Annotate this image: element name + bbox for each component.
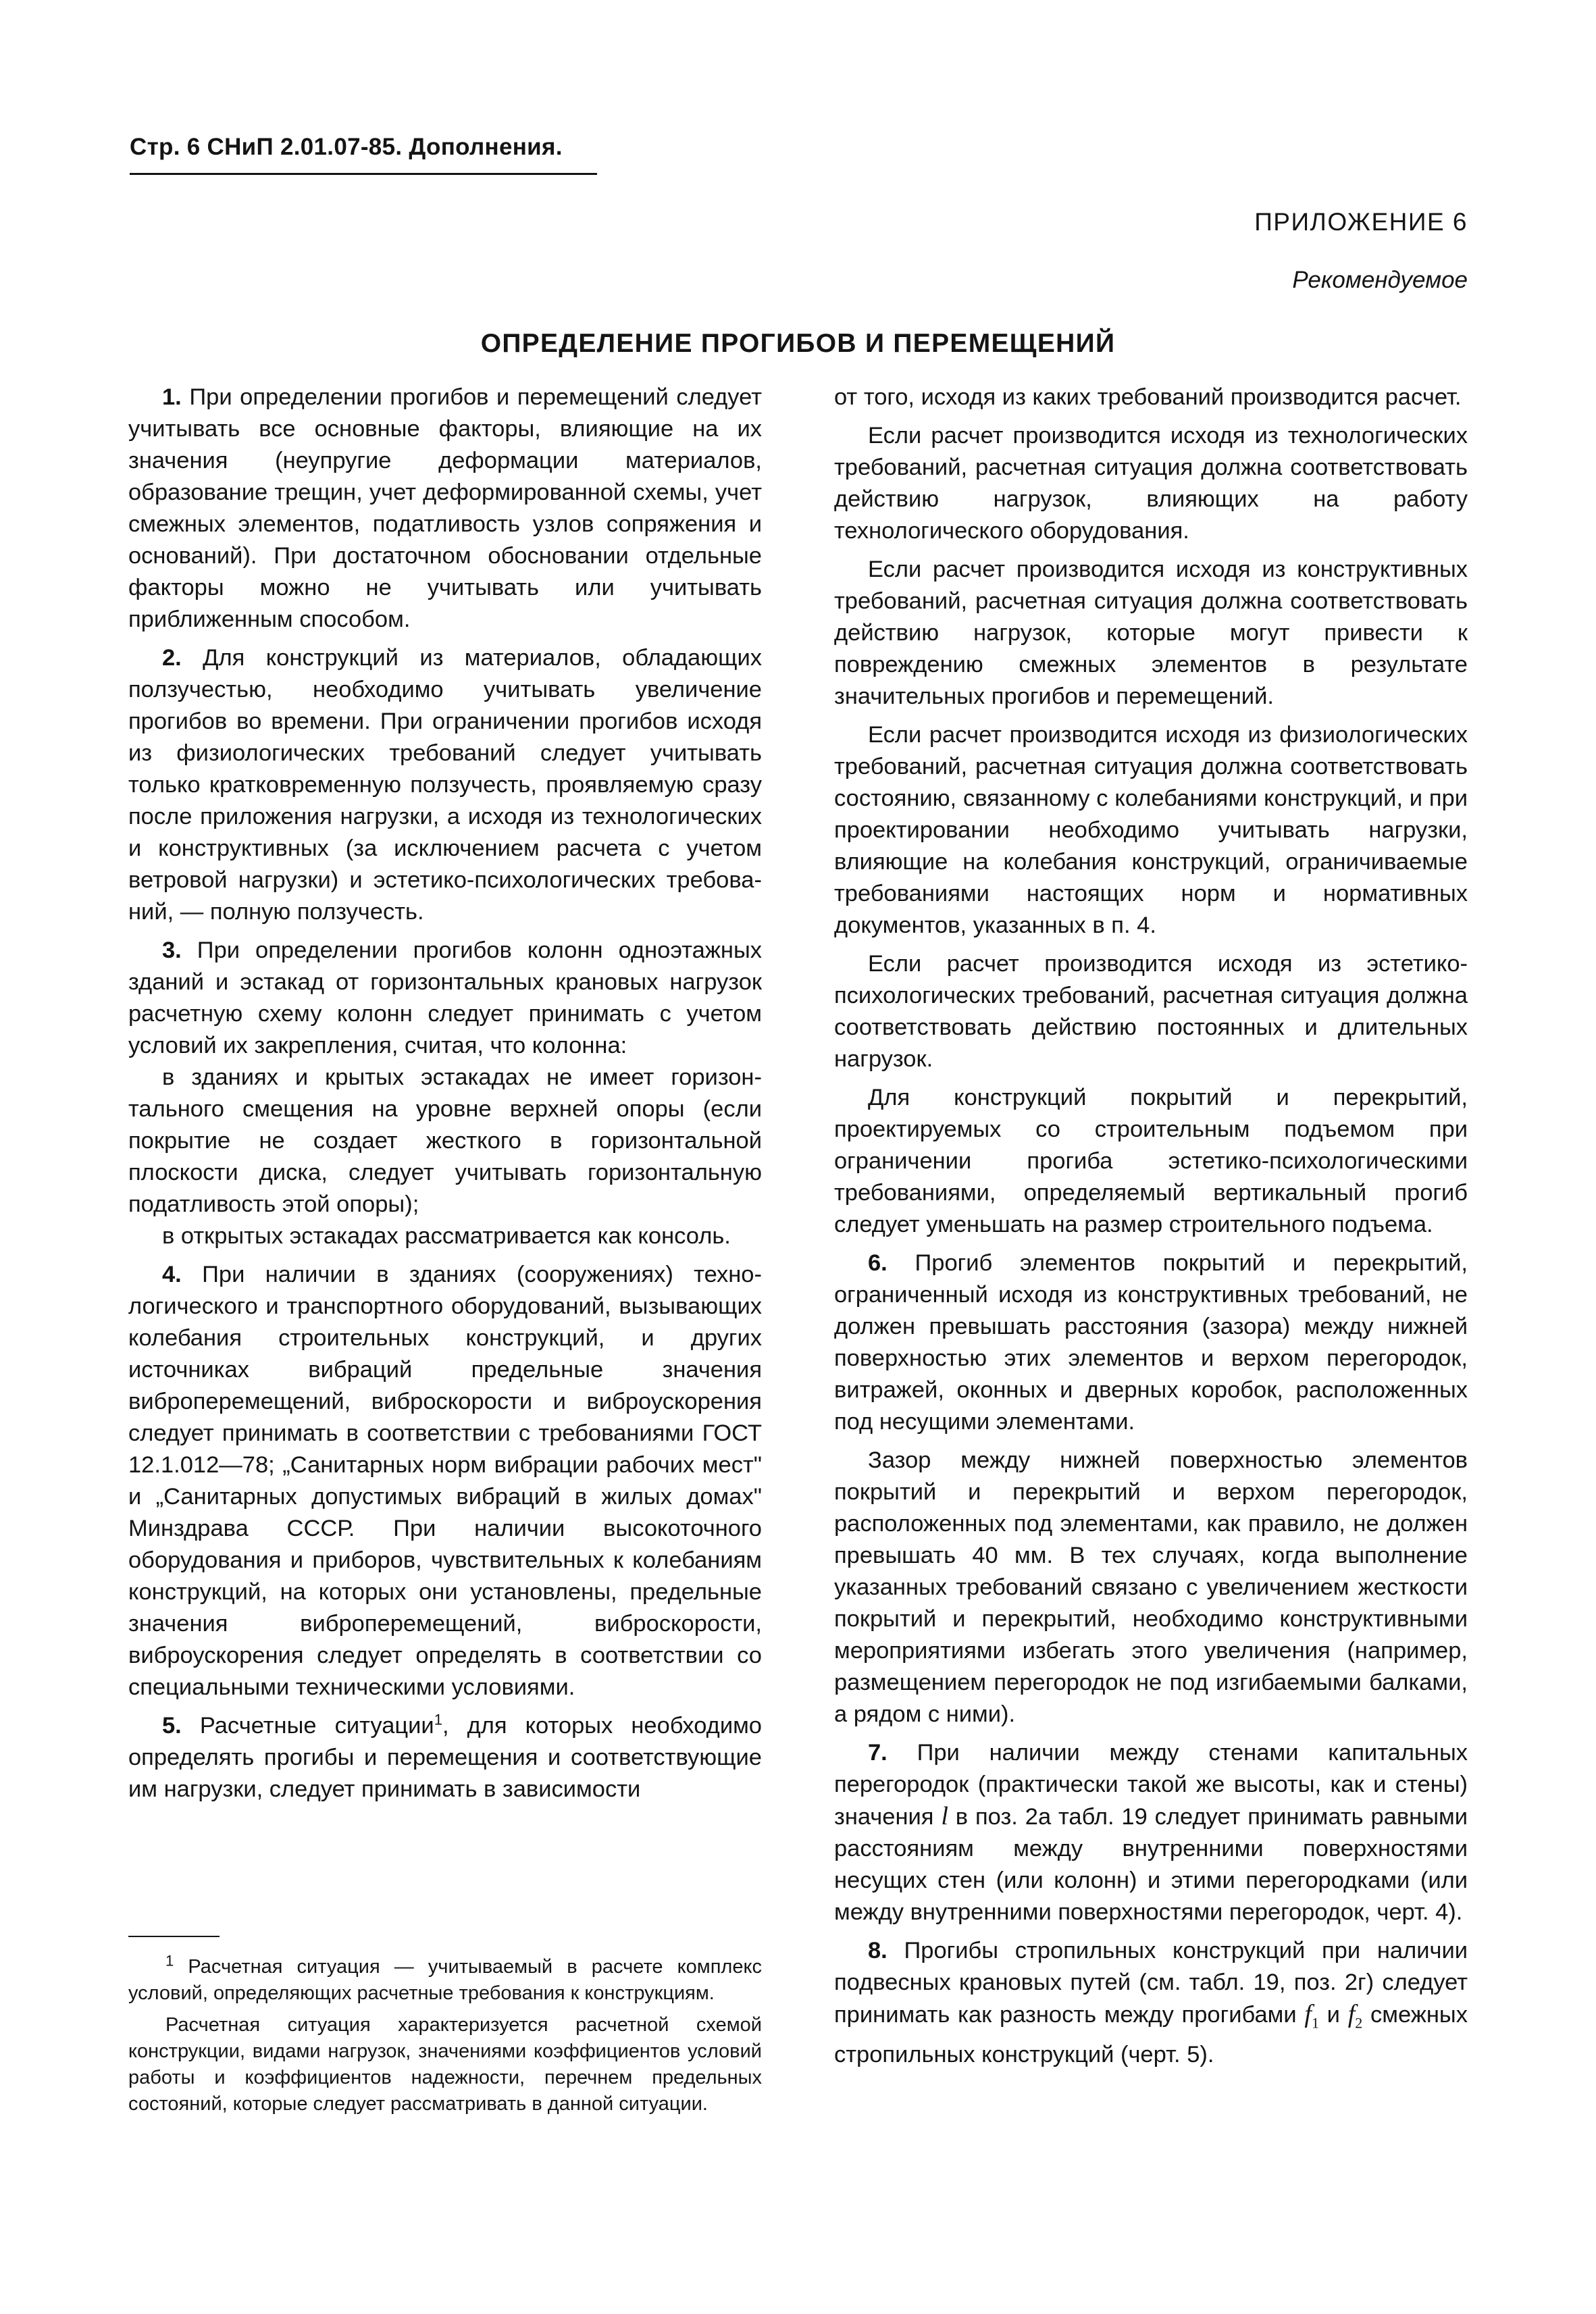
paragraph-number: 8. xyxy=(868,1938,887,1963)
paragraph-text: смежных стропильных конструкций (черт. 5). xyxy=(834,2002,1468,2067)
paragraph-number: 5. xyxy=(162,1713,182,1739)
footnote-marker: 1 xyxy=(434,1711,442,1728)
paragraph-number: 1. xyxy=(162,384,182,410)
paragraph-3 xyxy=(128,935,762,1062)
paragraph-number: 7. xyxy=(868,1740,887,1766)
paragraph-3-case-b: в открытых эстакадах рассматривается как консоль. xyxy=(162,1223,731,1249)
recommendation-status: Рекомендуемое xyxy=(1292,267,1468,293)
left-column xyxy=(128,382,762,1812)
paragraph-number: 6. xyxy=(868,1250,887,1276)
physiological-requirements: Если расчет производится исходя из физиологических требований, расчетная ситуация должна соответствовать состоянию, связанному с колебаниями конструкций, и при проектировании необходимо учитывать нагрузки, влияющие на колебания конструкций, ограничиваемые требованиями настоящих норм и нормативных документов, указанных в п. 4. xyxy=(834,722,1468,938)
structural-requirements: Если расчет производится исходя из конструктивных требований, расчетная ситуация должна соответствовать действию нагрузок, которые могут привести к повреждению смежных элементов в результате значительных прогибов и перемещений. xyxy=(834,557,1468,709)
paragraph-text: Расчетные ситуации xyxy=(181,1713,434,1739)
paragraph-7 xyxy=(834,1737,1468,1928)
paragraph-text: Прогиб элементов покрытий и перекрытий, ограниченный исходя из конструктивных требований, не должен превышать расстояния (зазора) между нижней поверхностью этих элементов и верхом перегородок, витражей, оконных и дверных коробок, расположенных под несущими элементами. xyxy=(834,1250,1468,1435)
running-header: Стр. 6 СНиП 2.01.07-85. Дополнения. xyxy=(130,134,563,160)
gap-requirement: Зазор между нижней поверхностью элементов покрытий и перекрытий и верхом перегородок, расположенных под элементами, как правило, не должен превышать 40 мм. В тех случаях, когда выполнение указанных требований связано с увеличением жесткости покрытий и перекрытий, необходимо конструктивными мероприятиями избегать этого увеличения (например, размещением перегородок не под изгибаемыми балками, а рядом с ними). xyxy=(834,1447,1468,1727)
aesthetic-requirements: Если расчет производится исходя из эстетико-психологических требований, расчетная ситуация должна соответствовать действию постоянных и длительных нагрузок. xyxy=(834,951,1468,1072)
paragraph-text: и xyxy=(1318,2002,1348,2028)
paragraph-3-case-a: в зданиях и крытых эстакадах не имеет горизонтального смещения на уровне верхней опоры (если покрытие не создает жесткого в горизонтальной плоскости диска, следует учитывать горизонтальную податливость этой опоры); xyxy=(128,1064,762,1217)
paragraph-2 xyxy=(128,642,762,928)
deflection-f1: $f_1$ xyxy=(1304,2000,1319,2032)
header-rule xyxy=(130,173,597,175)
appendix-label: ПРИЛОЖЕНИЕ 6 xyxy=(1254,208,1468,236)
camber-note: Для конструкций покрытий и перекрытий, проектируемых со строительным подъемом при ограничении прогиба эстетико-психологическими требованиями, определяемый вертикальный прогиб следует уменьшать на размер строительного подъема. xyxy=(834,1085,1468,1237)
paragraph-number: 4. xyxy=(162,1262,182,1287)
technological-requirements: Если расчет производится исходя из технологических требований, расчетная ситуация должна соответствовать действию нагрузок, влияющих на работу технологического оборудования. xyxy=(834,423,1468,544)
footnotes xyxy=(128,1954,762,2123)
footnote-rule xyxy=(128,1936,220,1937)
right-column xyxy=(834,382,1468,2078)
footnote-marker: 1 xyxy=(165,1952,174,1970)
paragraph-text: в поз. 2а табл. 19 следует принимать равными расстояниям между внутренними поверхностями несущих стен (или колонн) и этими перегородками (или между внутренними поверхностями перегородок, черт. 4). xyxy=(834,1804,1468,1925)
paragraph-1 xyxy=(128,382,762,636)
paragraph-text: Прогибы стропильных конструкций при наличии подвесных крановых путей (см. табл. 19, поз. 2г) следует принимать как разность между прогибами xyxy=(834,1938,1468,2028)
paragraph-text: Для конструкций из материалов, обладающих ползучестью, необходимо учитывать увеличение прогибов во времени. При ограничении прогибов исходя из физиологических требований следует учитывать только кратковременную ползучесть, проявляемую сразу после приложения нагрузки, а исходя из технологических и конструктивных (за исключением расчета с учетом ветровой нагрузки) и эстетико-психологических требований, — полную ползучесть. xyxy=(128,645,762,925)
paragraph-text: При определении прогибов и перемещений следует учитывать все основные факторы, влияющие на их значения (неупругие деформации материалов, образование трещин, учет деформированной схемы, учет смежных элементов, податливость узлов сопряжения и оснований). При достаточном обосновании отдельные факторы можно не учитывать или учитывать приближенным способом. xyxy=(128,384,762,632)
paragraph-4 xyxy=(128,1259,762,1703)
paragraph-text: При определении прогибов колонн одноэтажных зданий и эстакад от горизонтальных крановых нагрузок расчетную схему колонн следует принимать с учетом условий их закрепления, считая, что колонна: xyxy=(128,937,762,1058)
footnote-1 xyxy=(128,1954,762,2007)
footnote-2: Расчетная ситуация характеризуется расчетной схемой конструкции, видами нагрузок, значениями коэффициентов условий работы и коэффициентов надежности, перечнем предельных состояний, которые следует рассматривать в данной ситуации. xyxy=(128,2014,762,2115)
paragraph-6 xyxy=(834,1248,1468,1438)
span-length-variable: l xyxy=(941,1802,948,1830)
paragraph-text: При наличии в зданиях (сооружениях) технологического и транспортного оборудований, вызывающих колебания строительных конструкций, и других источниках вибраций предельные значения виброперемещений, виброскорости и виброускорения следует принимать в соответствии с требованиями ГОСТ 12.1.012—78; „Санитарных норм вибрации рабочих мест" и „Санитарных допустимых вибраций в жилых домах" Минздрава СССР. При наличии высокоточного оборудования и приборов, чувствительных к колебаниям конструкций, на которых они установлены, предельные значения виброперемещений, виброскорости, виброускорения следует определять в соответствии со специальными техническими условиями. xyxy=(128,1262,762,1700)
paragraph-number: 3. xyxy=(162,937,182,963)
footnote-text: Расчетная ситуация — учитываемый в расчете комплекс условий, определяющих расчетные требования к конструкциям. xyxy=(128,1956,762,2004)
page-title: ОПРЕДЕЛЕНИЕ ПРОГИБОВ И ПЕРЕМЕЩЕНИЙ xyxy=(480,329,1116,358)
paragraph-5-continued: от того, исходя из каких требований производится расчет. xyxy=(834,384,1462,410)
paragraph-number: 2. xyxy=(162,645,182,671)
paragraph-8 xyxy=(834,1935,1468,2071)
deflection-f2: $f_2$ xyxy=(1347,2000,1363,2032)
paragraph-5 xyxy=(128,1710,762,1805)
paragraph-text: При наличии между стенами капитальных перегородок (практически такой же высоты, как и стены) значения xyxy=(834,1740,1468,1830)
paragraph-text: , для которых необходимо определять прогибы и перемещения и соответствующие им нагрузки, следует принимать в зависимости xyxy=(128,1713,762,1802)
